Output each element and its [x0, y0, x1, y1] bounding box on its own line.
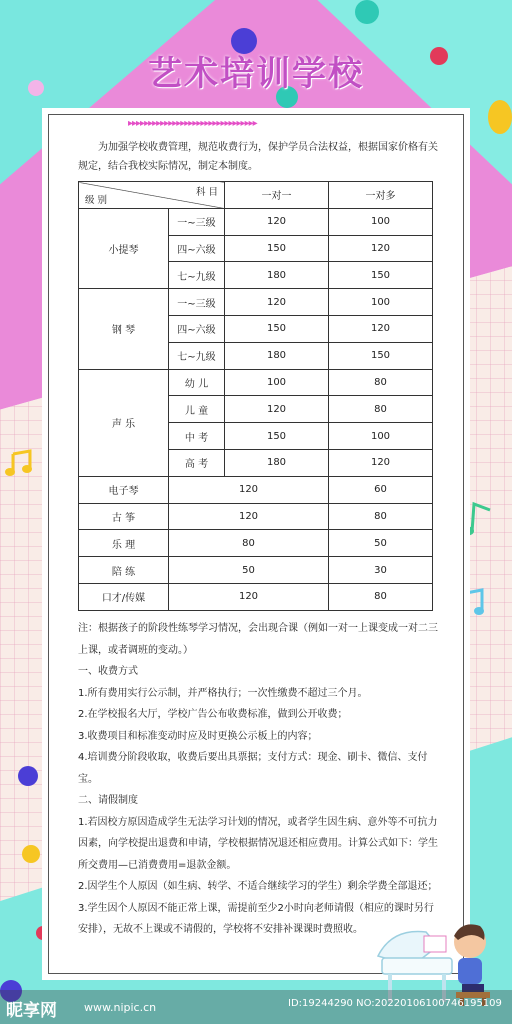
- price-one-to-many: 120: [329, 449, 433, 476]
- table-row: [79, 557, 433, 584]
- table-header-row: [79, 182, 433, 209]
- note-line: 2.在学校报名大厅，学校广告公布收费标准，做到公开收费；: [78, 709, 348, 720]
- note-line: 1.若因校方原因造成学生无法学习计划的情况，或者学生因生病、意外等不可抗力因素，向学校提出退费和申请，学校根据情况退还相应费用。计算公式如下：学生所交费用—已消费费用=退款金额。: [78, 816, 438, 871]
- header-one-on-one: 一对一: [225, 182, 329, 209]
- price-one-to-many: 80: [329, 503, 433, 530]
- table-row: [79, 369, 433, 396]
- price-one-to-many: 100: [329, 423, 433, 450]
- watermark-logo: 昵享网: [6, 1001, 57, 1021]
- note-line: 二、请假制度: [78, 795, 138, 806]
- price-one-to-many: 60: [329, 476, 433, 503]
- subject-cell: 电子琴: [79, 476, 169, 503]
- price-one-on-one: 120: [225, 396, 329, 423]
- price-one-on-one: 150: [225, 423, 329, 450]
- subject-cell: 口才/传媒: [79, 583, 169, 610]
- header-subject: 科 目: [195, 187, 218, 198]
- price-one-on-one: 100: [225, 369, 329, 396]
- music-note-icon: [4, 448, 34, 478]
- note-line: 4.培训费分阶段收取，收费后要出具票据；支付方式：现金、刷卡、微信、支付宝。: [78, 752, 428, 785]
- price-one-to-many: 80: [329, 583, 433, 610]
- price-one-on-one: 150: [225, 315, 329, 342]
- price-one-on-one: 120: [169, 476, 329, 503]
- note-line: 一、收费方式: [78, 666, 138, 677]
- price-one-on-one: 120: [169, 583, 329, 610]
- price-one-on-one: 150: [225, 235, 329, 262]
- price-one-to-many: 80: [329, 396, 433, 423]
- price-one-to-many: 100: [329, 289, 433, 316]
- note-line: 2.因学生个人原因（如生病、转学、不适合继续学习的学生）剩余学费全部退还；: [78, 881, 438, 892]
- price-one-on-one: 50: [169, 557, 329, 584]
- diagonal-header-cell: [79, 182, 225, 209]
- price-one-on-one: 80: [169, 530, 329, 557]
- price-one-to-many: 80: [329, 369, 433, 396]
- subject-cell: 小提琴: [79, 208, 169, 288]
- price-one-to-many: 100: [329, 208, 433, 235]
- level-cell: 中 考: [169, 423, 225, 450]
- price-one-on-one: 180: [225, 262, 329, 289]
- watermark-id: ID:19244290 NO:20220106100746195109: [288, 998, 502, 1009]
- decor-dot: [488, 100, 512, 134]
- note-line: 1.所有费用实行公示制，并严格执行；一次性缴费不超过三个月。: [78, 687, 368, 699]
- level-cell: 幼 儿: [169, 369, 225, 396]
- price-one-on-one: 120: [169, 503, 329, 530]
- table-row: [79, 476, 433, 503]
- level-cell: 高 考: [169, 449, 225, 476]
- table-row: [79, 289, 433, 316]
- header-level: 级 别: [85, 194, 108, 206]
- subject-cell: 钢 琴: [79, 289, 169, 369]
- price-one-on-one: 180: [225, 342, 329, 369]
- level-cell: 一~三级: [169, 289, 225, 316]
- price-one-on-one: 180: [225, 449, 329, 476]
- subject-cell: 乐 理: [79, 530, 169, 557]
- decor-dot: [18, 766, 38, 786]
- note-line: 注：根据孩子的阶段性练琴学习情况，会出现合课（例如一对一上课变成一对二三上课，或者调班的变动。）: [78, 623, 438, 656]
- level-cell: 一~三级: [169, 208, 225, 235]
- price-one-to-many: 150: [329, 262, 433, 289]
- level-cell: 儿 童: [169, 396, 225, 423]
- price-one-on-one: 120: [225, 208, 329, 235]
- level-cell: 七~九级: [169, 342, 225, 369]
- price-one-to-many: 50: [329, 530, 433, 557]
- price-one-to-many: 150: [329, 342, 433, 369]
- table-row: [79, 583, 433, 610]
- subject-cell: 古 筝: [79, 503, 169, 530]
- price-one-to-many: 30: [329, 557, 433, 584]
- level-cell: 四~六级: [169, 235, 225, 262]
- subject-cell: 陪 练: [79, 557, 169, 584]
- price-one-on-one: 120: [225, 289, 329, 316]
- watermark-url: www.nipic.cn: [84, 1001, 157, 1014]
- price-one-to-many: 120: [329, 315, 433, 342]
- note-line: 3.收费项目和标准变动时应及时更换公示板上的内容；: [78, 730, 318, 742]
- table-row: [79, 530, 433, 557]
- header-one-to-many: 一对多: [329, 182, 433, 209]
- level-cell: 四~六级: [169, 315, 225, 342]
- subject-cell: 声 乐: [79, 369, 169, 476]
- decor-dot: [22, 845, 40, 863]
- intro-paragraph: 为加强学校收费管理，规范收费行为，保护学员合法权益，根据国家价格有关规定，结合我校实际情况，制定本制度。: [78, 142, 438, 172]
- price-one-to-many: 120: [329, 235, 433, 262]
- level-cell: 七~九级: [169, 262, 225, 289]
- page-title: 艺术培训学校: [148, 54, 364, 94]
- notes-section: [78, 618, 440, 941]
- note-line: 3.学生因个人原因不能正常上课，需提前至少2小时向老师请假（相应的课时另行安排），无故不上课或不请假的，学校将不安排补课课时费照收。: [78, 902, 434, 935]
- table-row: [79, 208, 433, 235]
- arrow-divider: ▸▸▸▸▸▸▸▸▸▸▸▸▸▸▸▸▸▸▸▸▸▸▸▸▸▸▸▸▸▸▸▸: [128, 118, 257, 129]
- table-row: [79, 503, 433, 530]
- fee-table: [78, 181, 433, 611]
- decor-dot: [355, 0, 379, 24]
